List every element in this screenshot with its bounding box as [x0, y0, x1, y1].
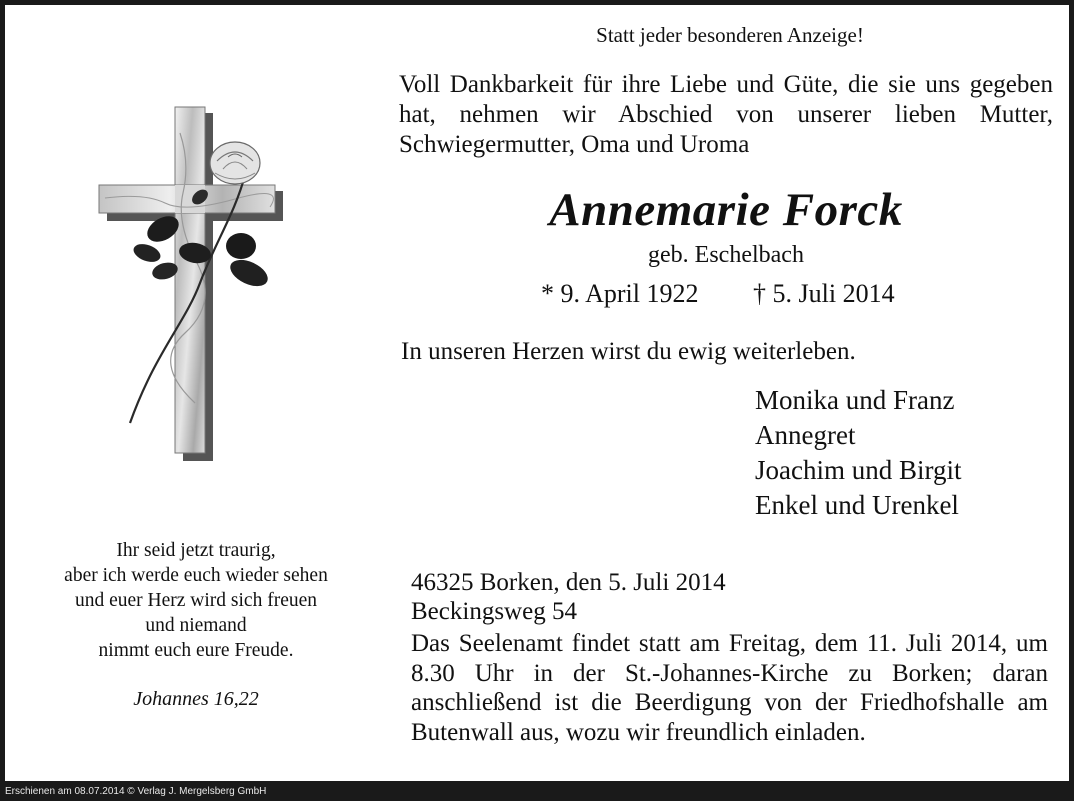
- deceased-name: Annemarie Forck: [549, 184, 903, 236]
- verse-reference: Johannes 16,22: [133, 688, 259, 710]
- place-date: 46325 Borken, den 5. Juli 2014: [411, 569, 726, 596]
- publication-footer: Erschienen am 08.07.2014 © Verlag J. Mergelsberg GmbH: [5, 786, 267, 797]
- verse-line: und euer Herz wird sich freuen: [74, 590, 318, 611]
- verse-line: nimmt euch eure Freude.: [98, 640, 294, 661]
- family-member: Enkel und Urenkel: [755, 490, 959, 520]
- obituary-card: [5, 5, 1069, 781]
- verse-line: und niemand: [145, 615, 247, 636]
- birth-date: * 9. April 1922: [541, 279, 699, 308]
- maiden-name: geb. Eschelbach: [648, 242, 804, 268]
- death-date: † 5. Juli 2014: [753, 279, 895, 308]
- cross-with-rose-icon: [85, 103, 295, 468]
- family-list: [755, 383, 962, 523]
- family-member: Joachim und Birgit: [755, 455, 962, 485]
- funeral-notice: Das Seelenamt findet statt am Freitag, dem 11. Juli 2014, um 8.30 Uhr in der St.-Johannes-Kirche zu Borken; daran anschließend ist die Beerdigung von der Friedhofshalle am Butenwall aus, wozu wir freundlich einladen.: [411, 630, 1048, 746]
- address-block: [411, 568, 726, 626]
- family-member: Annegret: [755, 420, 856, 450]
- intro-text: Voll Dankbarkeit für ihre Liebe und Güte, die sie uns gegeben hat, nehmen wir Abschied von unserer lieben Mutter, Schwiegermutter, Oma und Uroma: [399, 71, 1053, 158]
- motto-text: In unseren Herzen wirst du ewig weiterleben.: [401, 338, 856, 365]
- street-address: Beckingsweg 54: [411, 598, 577, 625]
- verse-line: aber ich werde euch wieder sehen: [64, 565, 328, 586]
- family-member: Monika und Franz: [755, 385, 955, 415]
- bible-verse: [35, 538, 357, 663]
- verse-line: Ihr seid jetzt traurig,: [116, 540, 276, 561]
- notice-heading: Statt jeder besonderen Anzeige!: [596, 23, 864, 47]
